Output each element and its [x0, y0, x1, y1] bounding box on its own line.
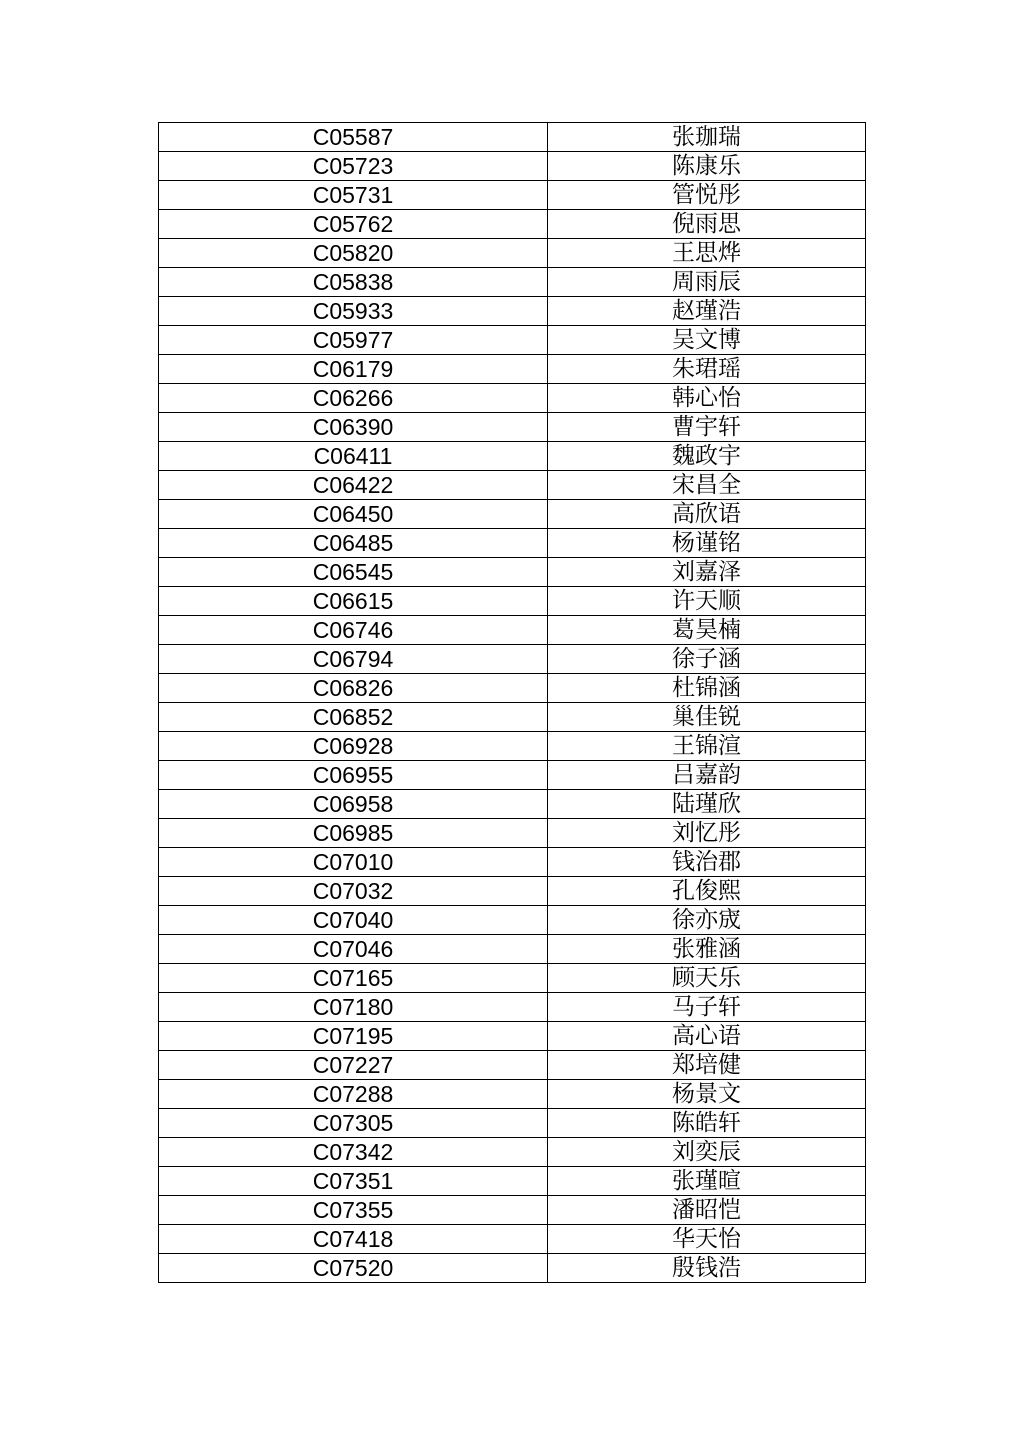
name-cell: 孔俊熙	[548, 877, 866, 906]
name-cell: 杜锦涵	[548, 674, 866, 703]
table-row	[159, 500, 866, 529]
table-row	[159, 123, 866, 152]
table-row	[159, 384, 866, 413]
table-row	[159, 529, 866, 558]
table-row	[159, 703, 866, 732]
roster-table	[158, 122, 866, 1283]
id-cell: C07418	[159, 1225, 548, 1254]
name-cell: 刘忆彤	[548, 819, 866, 848]
id-cell: C05587	[159, 123, 548, 152]
table-row	[159, 326, 866, 355]
table-row	[159, 558, 866, 587]
table-row	[159, 616, 866, 645]
name-cell: 华天怡	[548, 1225, 866, 1254]
name-cell: 陈康乐	[548, 152, 866, 181]
name-cell: 刘奕辰	[548, 1138, 866, 1167]
name-cell: 陈皓轩	[548, 1109, 866, 1138]
roster-table-body	[159, 123, 866, 1283]
table-row	[159, 297, 866, 326]
table-row	[159, 181, 866, 210]
name-cell: 曹宇轩	[548, 413, 866, 442]
table-row	[159, 268, 866, 297]
name-cell: 张雅涵	[548, 935, 866, 964]
id-cell: C06615	[159, 587, 548, 616]
name-cell: 马子轩	[548, 993, 866, 1022]
table-row	[159, 442, 866, 471]
table-row	[159, 1109, 866, 1138]
id-cell: C06746	[159, 616, 548, 645]
id-cell: C07010	[159, 848, 548, 877]
id-cell: C07288	[159, 1080, 548, 1109]
table-row	[159, 674, 866, 703]
name-cell: 潘昭恺	[548, 1196, 866, 1225]
name-cell: 杨景文	[548, 1080, 866, 1109]
id-cell: C06852	[159, 703, 548, 732]
name-cell: 陆瑾欣	[548, 790, 866, 819]
id-cell: C05820	[159, 239, 548, 268]
table-row	[159, 1138, 866, 1167]
table-row	[159, 906, 866, 935]
name-cell: 吕嘉韵	[548, 761, 866, 790]
id-cell: C07195	[159, 1022, 548, 1051]
name-cell: 张瑾暄	[548, 1167, 866, 1196]
name-cell: 张珈瑞	[548, 123, 866, 152]
id-cell: C07520	[159, 1254, 548, 1283]
name-cell: 吴文博	[548, 326, 866, 355]
table-row	[159, 239, 866, 268]
id-cell: C06958	[159, 790, 548, 819]
table-row	[159, 355, 866, 384]
name-cell: 刘嘉泽	[548, 558, 866, 587]
name-cell: 王锦渲	[548, 732, 866, 761]
table-row	[159, 993, 866, 1022]
name-cell: 巢佳锐	[548, 703, 866, 732]
table-row	[159, 819, 866, 848]
table-row	[159, 152, 866, 181]
id-cell: C05838	[159, 268, 548, 297]
name-cell: 王思烨	[548, 239, 866, 268]
name-cell: 韩心怡	[548, 384, 866, 413]
id-cell: C06390	[159, 413, 548, 442]
table-row	[159, 413, 866, 442]
id-cell: C05933	[159, 297, 548, 326]
name-cell: 钱治郡	[548, 848, 866, 877]
name-cell: 朱珺瑶	[548, 355, 866, 384]
id-cell: C05977	[159, 326, 548, 355]
id-cell: C07040	[159, 906, 548, 935]
id-cell: C05731	[159, 181, 548, 210]
id-cell: C07180	[159, 993, 548, 1022]
table-row	[159, 732, 866, 761]
id-cell: C06179	[159, 355, 548, 384]
id-cell: C06485	[159, 529, 548, 558]
id-cell: C07351	[159, 1167, 548, 1196]
table-row	[159, 1080, 866, 1109]
name-cell: 徐亦宬	[548, 906, 866, 935]
table-row	[159, 210, 866, 239]
name-cell: 郑培健	[548, 1051, 866, 1080]
table-row	[159, 935, 866, 964]
name-cell: 徐子涵	[548, 645, 866, 674]
id-cell: C06955	[159, 761, 548, 790]
id-cell: C07355	[159, 1196, 548, 1225]
name-cell: 高心语	[548, 1022, 866, 1051]
id-cell: C07032	[159, 877, 548, 906]
id-cell: C06266	[159, 384, 548, 413]
id-cell: C06928	[159, 732, 548, 761]
id-cell: C07227	[159, 1051, 548, 1080]
table-row	[159, 1254, 866, 1283]
name-cell: 周雨辰	[548, 268, 866, 297]
table-row	[159, 1167, 866, 1196]
id-cell: C06411	[159, 442, 548, 471]
table-row	[159, 790, 866, 819]
table-row	[159, 877, 866, 906]
table-row	[159, 1051, 866, 1080]
name-cell: 魏政宇	[548, 442, 866, 471]
id-cell: C06545	[159, 558, 548, 587]
id-cell: C06422	[159, 471, 548, 500]
name-cell: 管悦彤	[548, 181, 866, 210]
id-cell: C06794	[159, 645, 548, 674]
table-row	[159, 964, 866, 993]
name-cell: 倪雨思	[548, 210, 866, 239]
name-cell: 许天顺	[548, 587, 866, 616]
name-cell: 赵瑾浩	[548, 297, 866, 326]
name-cell: 顾天乐	[548, 964, 866, 993]
table-row	[159, 1022, 866, 1051]
name-cell: 杨谨铭	[548, 529, 866, 558]
id-cell: C05762	[159, 210, 548, 239]
table-row	[159, 1225, 866, 1254]
id-cell: C05723	[159, 152, 548, 181]
id-cell: C06985	[159, 819, 548, 848]
name-cell: 葛昊楠	[548, 616, 866, 645]
id-cell: C07305	[159, 1109, 548, 1138]
table-row	[159, 761, 866, 790]
name-cell: 宋昌全	[548, 471, 866, 500]
table-row	[159, 645, 866, 674]
name-cell: 高欣语	[548, 500, 866, 529]
table-row	[159, 848, 866, 877]
id-cell: C06826	[159, 674, 548, 703]
table-row	[159, 1196, 866, 1225]
id-cell: C07165	[159, 964, 548, 993]
table-row	[159, 587, 866, 616]
id-cell: C07342	[159, 1138, 548, 1167]
name-cell: 殷钱浩	[548, 1254, 866, 1283]
table-row	[159, 471, 866, 500]
id-cell: C06450	[159, 500, 548, 529]
id-cell: C07046	[159, 935, 548, 964]
